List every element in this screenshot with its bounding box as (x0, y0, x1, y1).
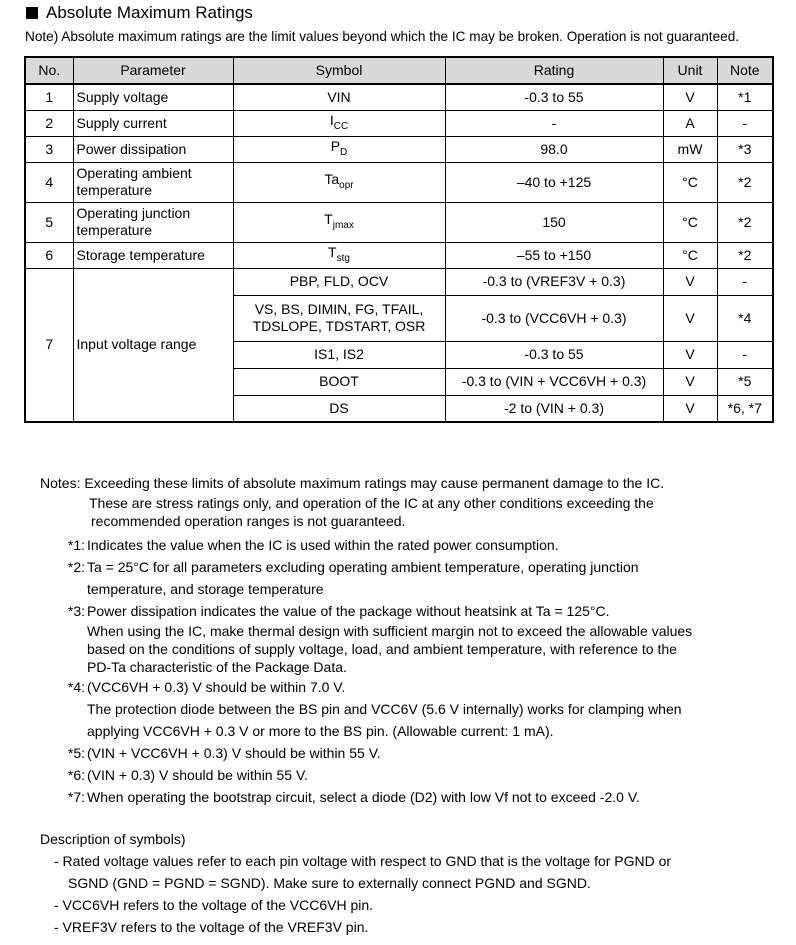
symbol-line-1: VS, BS, DIMIN, FG, TFAIL, (254, 301, 424, 317)
notes-label: Notes: (40, 475, 81, 491)
description-line: - Rated voltage values refer to each pin voltage with respect to GND that is the voltage for PGND or (54, 853, 672, 869)
cell-note: *2 (717, 162, 773, 202)
cell-unit: °C (663, 202, 717, 242)
description-line: - VCC6VH refers to the voltage of the VCC6VH pin. (54, 897, 374, 913)
cell-note: - (717, 268, 773, 295)
cell-rating: –40 to +125 (445, 162, 663, 202)
description-of-symbols (40, 828, 780, 938)
note-item (40, 534, 780, 556)
note-item (40, 764, 780, 786)
notes-intro-line: recommended operation ranges is not guaranteed. (91, 513, 406, 529)
cell-rating: 150 (445, 202, 663, 242)
note-label: *2: (67, 559, 85, 575)
symbol-line-2: TDSLOPE, TDSTART, OSR (252, 318, 426, 334)
cell-rating: -2 to (VIN + 0.3) (445, 395, 663, 422)
symbol-main: T (328, 243, 337, 260)
cell-no: 2 (25, 110, 73, 136)
cell-parameter: Supply voltage (73, 84, 233, 110)
cell-parameter: Operating junction temperature (73, 202, 233, 242)
ratings-subnote: Note) Absolute maximum ratings are the limit values beyond which the IC may be broken. Operation is not guaranteed. (25, 29, 740, 44)
note-line: When using the IC, make thermal design with sufficient margin not to exceed the allowable values (87, 623, 693, 639)
cell-unit: V (663, 395, 717, 422)
note-line: (VIN + 0.3) V should be within 55 V. (87, 767, 308, 783)
note-line: Indicates the value when the IC is used within the rated power consumption. (87, 537, 559, 553)
cell-no: 1 (25, 84, 73, 110)
description-item (40, 894, 780, 916)
absolute-maximum-ratings-table (24, 56, 774, 423)
cell-symbol: DS (233, 395, 445, 422)
cell-parameter: Power dissipation (73, 136, 233, 162)
note-item (40, 556, 780, 600)
black-square-icon (26, 7, 38, 19)
symbol-subscript: stg (336, 252, 350, 264)
note-line: The protection diode between the BS pin and VCC6V (5.6 V internally) works for clamping when (87, 701, 682, 717)
cell-parameter: Input voltage range (73, 268, 233, 422)
note-line: (VIN + VCC6VH + 0.3) V should be within 55 V. (87, 745, 381, 761)
cell-symbol (233, 202, 445, 242)
table-row (25, 136, 773, 162)
note-label: *6: (67, 767, 85, 783)
cell-note: *6, *7 (717, 395, 773, 422)
description-heading: Description of symbols) (40, 831, 186, 847)
symbol-main: P (330, 137, 341, 154)
table-row (25, 202, 773, 242)
table-header-row (25, 57, 773, 84)
symbol-main: VIN (327, 88, 351, 105)
cell-unit: V (663, 268, 717, 295)
description-item (40, 916, 780, 938)
note-line: based on the conditions of supply voltage, load, and ambient temperature, with reference to the (87, 641, 677, 657)
symbol-subscript: D (340, 146, 348, 158)
cell-rating: –55 to +150 (445, 242, 663, 268)
col-header-symbol: Symbol (233, 57, 445, 84)
symbol-subscript: CC (333, 120, 349, 132)
cell-parameter: Supply current (73, 110, 233, 136)
cell-symbol (233, 136, 445, 162)
notes-intro-line: These are stress ratings only, and operation of the IC at any other conditions exceeding the (89, 495, 654, 511)
note-label: *3: (67, 603, 85, 619)
cell-note: *5 (717, 368, 773, 395)
section-title-text: Absolute Maximum Ratings (46, 3, 253, 22)
note-label: *1: (67, 537, 85, 553)
cell-unit: V (663, 295, 717, 341)
notes-section (40, 472, 780, 808)
cell-unit: V (663, 368, 717, 395)
table-row (25, 84, 773, 110)
symbol-subscript: opr (339, 179, 354, 191)
symbol-main: I (329, 111, 334, 128)
cell-unit: V (663, 341, 717, 368)
cell-symbol (233, 242, 445, 268)
cell-note: *1 (717, 84, 773, 110)
notes-intro (40, 472, 780, 494)
cell-symbol (233, 295, 445, 341)
note-line: (VCC6VH + 0.3) V should be within 7.0 V. (87, 679, 346, 695)
cell-rating: 98.0 (445, 136, 663, 162)
cell-no: 6 (25, 242, 73, 268)
note-item (40, 600, 780, 676)
section-title (26, 2, 253, 24)
note-label: *7: (67, 789, 85, 805)
table-row (25, 242, 773, 268)
cell-unit: mW (663, 136, 717, 162)
col-header-rating: Rating (445, 57, 663, 84)
cell-no: 5 (25, 202, 73, 242)
cell-rating: -0.3 to (VREF3V + 0.3) (445, 268, 663, 295)
table-row (25, 162, 773, 202)
cell-note: - (717, 341, 773, 368)
note-label: *4: (67, 679, 85, 695)
cell-symbol (233, 84, 445, 110)
cell-symbol: BOOT (233, 368, 445, 395)
cell-unit: °C (663, 162, 717, 202)
note-item (40, 676, 780, 742)
cell-no: 3 (25, 136, 73, 162)
cell-rating: - (445, 110, 663, 136)
cell-rating: -0.3 to (VCC6VH + 0.3) (445, 295, 663, 341)
cell-symbol (233, 110, 445, 136)
col-header-no: No. (25, 57, 73, 84)
cell-symbol: PBP, FLD, OCV (233, 268, 445, 295)
cell-rating: -0.3 to 55 (445, 341, 663, 368)
note-line: When operating the bootstrap circuit, select a diode (D2) with low Vf not to exceed -2.0 V. (87, 789, 640, 805)
cell-symbol: IS1, IS2 (233, 341, 445, 368)
cell-unit: A (663, 110, 717, 136)
cell-no: 7 (25, 268, 73, 422)
table-row (25, 268, 773, 295)
cell-no: 4 (25, 162, 73, 202)
description-item (40, 850, 780, 894)
symbol-main: T (324, 210, 333, 227)
cell-rating: -0.3 to 55 (445, 84, 663, 110)
cell-note: *2 (717, 202, 773, 242)
cell-note: *2 (717, 242, 773, 268)
note-line: applying VCC6VH + 0.3 V or more to the BS pin. (Allowable current: 1 mA). (87, 723, 554, 739)
cell-unit: °C (663, 242, 717, 268)
symbol-main: Ta (324, 170, 340, 187)
note-line: Power dissipation indicates the value of the package without heatsink at Ta = 125°C. (87, 603, 610, 619)
cell-note: - (717, 110, 773, 136)
cell-parameter: Operating ambient temperature (73, 162, 233, 202)
note-item (40, 786, 780, 808)
note-label: *5: (67, 745, 85, 761)
note-line: temperature, and storage temperature (87, 581, 324, 597)
cell-note: *3 (717, 136, 773, 162)
description-line: SGND (GND = PGND = SGND). Make sure to externally connect PGND and SGND. (68, 875, 591, 891)
cell-unit: V (663, 84, 717, 110)
symbol-subscript: jmax (332, 219, 354, 231)
note-item (40, 742, 780, 764)
cell-note: *4 (717, 295, 773, 341)
note-line: Ta = 25°C for all parameters excluding operating ambient temperature, operating junction (87, 559, 639, 575)
col-header-unit: Unit (663, 57, 717, 84)
col-header-parameter: Parameter (73, 57, 233, 84)
table-row (25, 110, 773, 136)
description-line: - VREF3V refers to the voltage of the VREF3V pin. (54, 919, 369, 935)
cell-parameter: Storage temperature (73, 242, 233, 268)
col-header-note: Note (717, 57, 773, 84)
cell-rating: -0.3 to (VIN + VCC6VH + 0.3) (445, 368, 663, 395)
note-line: PD-Ta characteristic of the Package Data. (87, 659, 347, 675)
cell-symbol (233, 162, 445, 202)
notes-intro-line: Exceeding these limits of absolute maximum ratings may cause permanent damage to the IC. (84, 475, 665, 491)
